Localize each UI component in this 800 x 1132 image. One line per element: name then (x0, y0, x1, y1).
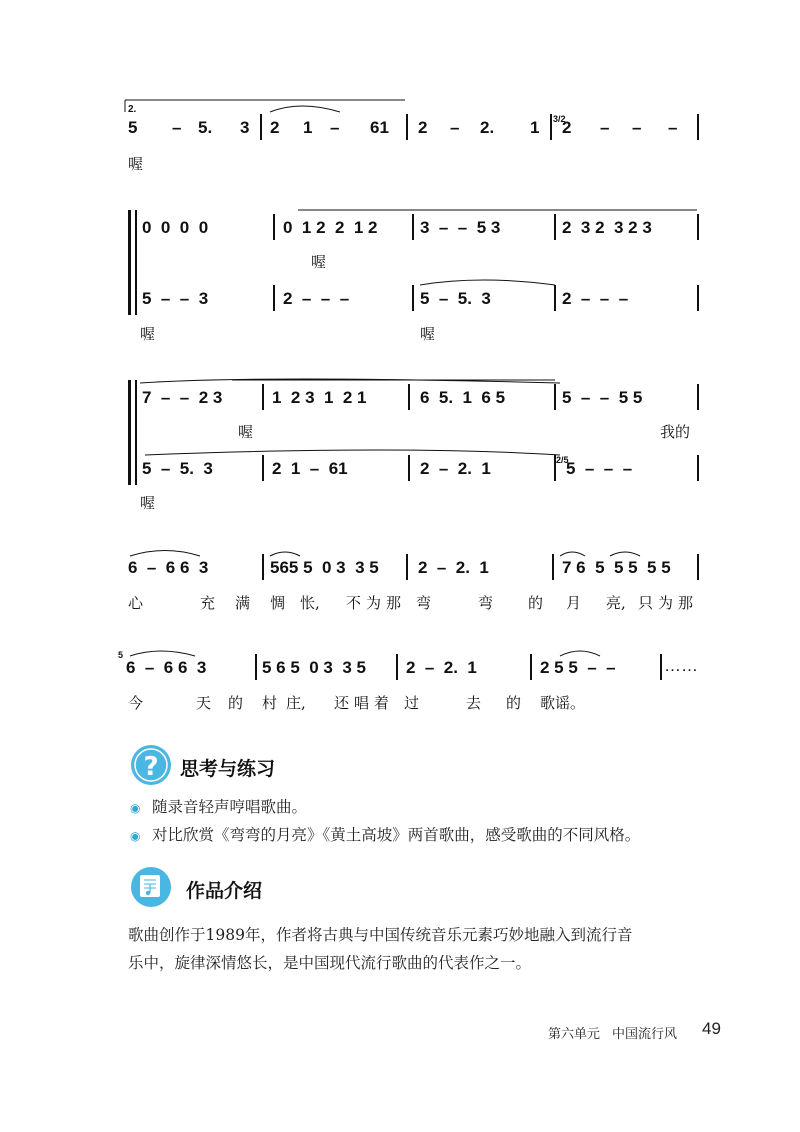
measure-upper-4: 5 – – 5 5 (562, 388, 643, 407)
note: 2 (270, 118, 280, 137)
note: 3 (240, 118, 250, 137)
measure-1: 6 – 6 6 3 (128, 558, 209, 577)
bullet-icon: ◉ (130, 801, 141, 815)
lyric: 喔 (128, 155, 144, 173)
note: – (172, 118, 182, 137)
note: 1 (303, 118, 313, 137)
measure-lower-4: 5 – – – (566, 459, 633, 478)
bullet-icon: ◉ (130, 829, 141, 843)
measure-upper-2: 1 2 3 1 2 1 (272, 388, 367, 407)
footer-unit: 第六单元 (548, 1027, 601, 1042)
lyric: 唱 (354, 694, 370, 712)
measure-lower-3: 2 – 2. 1 (420, 459, 491, 478)
measure-upper-1: 0 0 0 0 (142, 218, 209, 237)
lyric: 我的 (660, 423, 691, 441)
lyric: 充 (200, 594, 216, 612)
lyric: 为 (366, 594, 382, 612)
measure-upper-2: 0 1 2 2 1 2 (283, 218, 378, 237)
svg-text:?: ? (143, 752, 159, 782)
lyric: 心 (128, 594, 144, 612)
lyric: 月 (566, 594, 582, 612)
note: – (450, 118, 460, 137)
lyric: 喔 (140, 494, 156, 512)
lyric: 弯 (478, 594, 494, 612)
measure-lower-2: 2 1 – 61 (272, 459, 348, 478)
volta-label: 2. (128, 104, 137, 115)
lyric: 天 (196, 694, 212, 712)
measure-4: 2 5 5 – – (540, 658, 616, 677)
lyric: 过 (404, 694, 420, 712)
lyric: 亮, (606, 594, 626, 612)
lyric: 只 (638, 594, 654, 612)
lyric: 的 (528, 594, 544, 612)
note: 61 (370, 118, 389, 137)
note: 2 (418, 118, 428, 137)
measure-upper-3: 3 – – 5 3 (420, 218, 501, 237)
lyric: 村 (262, 694, 278, 712)
pickup-note: 5 (118, 650, 124, 660)
measure-3: 2 – 2. 1 (406, 658, 477, 677)
note: – (330, 118, 340, 137)
intro-line-1: 歌曲创作于1989年，作者将古典与中国传统音乐元素巧妙地融入到流行音 (128, 926, 633, 944)
measure-upper-3: 6 5. 1 6 5 (420, 388, 506, 407)
note: – (668, 118, 678, 137)
lyric: 满 (235, 594, 251, 612)
practice-item-1: 随录音轻声哼唱歌曲。 (152, 798, 308, 816)
lyric: 歌谣。 (540, 694, 586, 712)
lyric: 着 (374, 694, 390, 712)
lyric: 弯 (416, 594, 432, 612)
lyric: 的 (228, 694, 244, 712)
measure-2: 5 6 5 0 3 3 5 (262, 658, 366, 677)
measure-lower-4: 2 – – – (562, 289, 629, 308)
lyric: 去 (466, 694, 482, 712)
lyric: 那 (678, 594, 694, 612)
measure-2: 565 5 0 3 3 5 (270, 558, 379, 577)
lyric: 喔 (140, 325, 156, 343)
practice-item-2: 对比欣赏《弯弯的月亮》《黄土高坡》两首歌曲，感受歌曲的不同风格。 (152, 826, 641, 844)
lyric: 庄, (286, 694, 306, 712)
lyric: 不 (346, 594, 362, 612)
note: 1 (530, 118, 540, 137)
measure-mark: 3/2 (553, 114, 566, 124)
page-number: 49 (702, 1019, 721, 1038)
note: – (632, 118, 642, 137)
intro-line-2: 乐中，旋律深情悠长，是中国现代流行歌曲的代表作之一。 (128, 954, 532, 972)
measure-upper-1: 7 – – 2 3 (142, 388, 223, 407)
note: – (600, 118, 610, 137)
measure-3: 2 – 2. 1 (418, 558, 489, 577)
measure-1: 6 – 6 6 3 (126, 658, 207, 677)
measure-lower-1: 5 – 5. 3 (142, 459, 213, 478)
intro-title: 作品介绍 (186, 880, 263, 902)
lyric: 喔 (311, 253, 327, 271)
lyric: 今 (128, 694, 144, 712)
measure-lower-2: 2 – – – (283, 289, 350, 308)
measure-mark: 2/5 (556, 455, 569, 465)
continuation-ellipsis: …… (664, 656, 698, 675)
lyric: 怅, (300, 594, 320, 612)
lyric: 为 (658, 594, 674, 612)
lyric: 惆 (270, 594, 286, 612)
footer-chapter: 中国流行风 (612, 1027, 678, 1042)
note: 5. (198, 118, 213, 137)
lyric: 还 (334, 694, 350, 712)
note: 2 (562, 118, 572, 137)
lyric: 那 (386, 594, 402, 612)
practice-title: 思考与练习 (180, 758, 276, 780)
note: 5 (128, 118, 138, 137)
lyric: 的 (506, 694, 522, 712)
lyric: 喔 (420, 325, 436, 343)
measure-upper-4: 2 3 2 3 2 3 (562, 218, 652, 237)
lyric: 喔 (238, 423, 254, 441)
measure-lower-1: 5 – – 3 (142, 289, 209, 308)
note: 2. (480, 118, 495, 137)
measure-lower-3: 5 – 5. 3 (420, 289, 491, 308)
measure-4: 7 6 5 5 5 5 5 (562, 558, 671, 577)
